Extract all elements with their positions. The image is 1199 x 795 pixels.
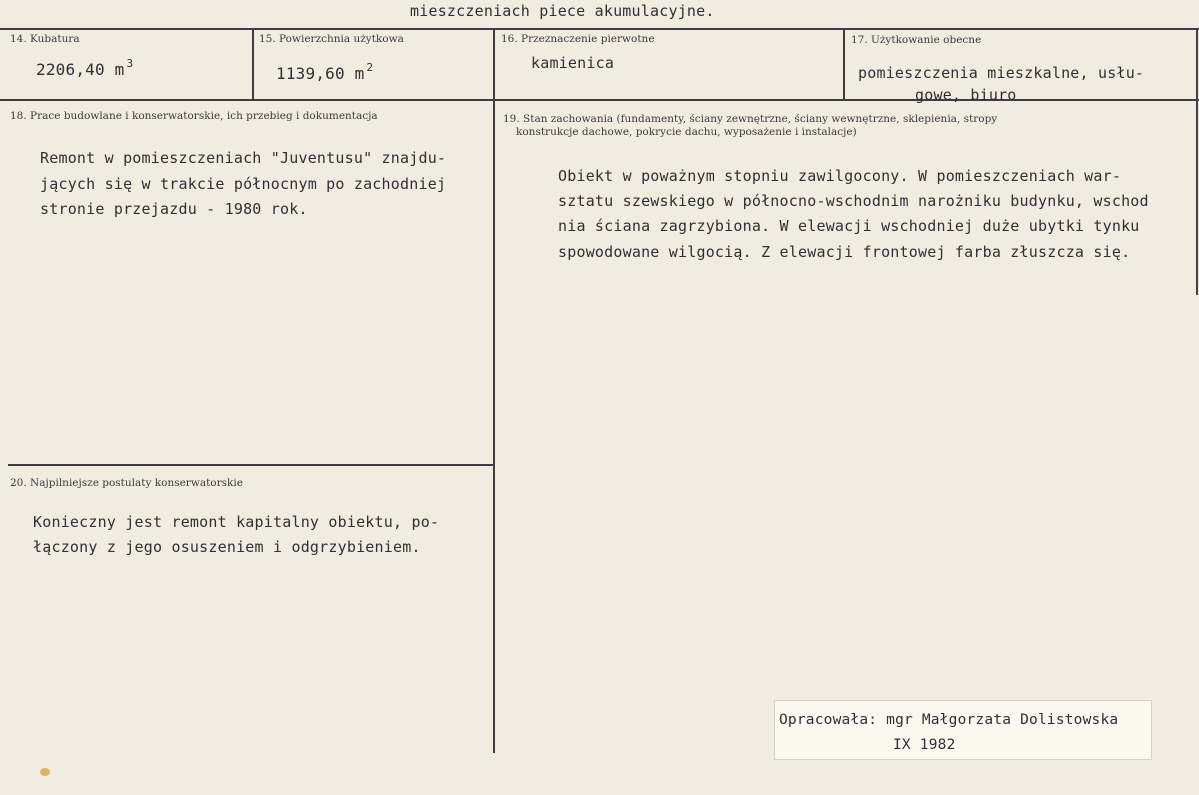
field-20-line-2: łączony z jego osuszeniem i odgrzybieniem. [33,538,421,556]
rule-top [0,28,1199,30]
rule-col-c [843,28,845,100]
field-18-line-2: jących się w trakcie północnym po zachodniej [40,175,447,193]
field-16-label: 16. Przeznaczenie pierwotne [501,33,655,45]
field-17-line-2: gowe, biuro [915,86,1017,104]
field-14-label: 14. Kubatura [10,33,80,45]
rule-col-a [252,28,254,100]
field-19-line-1: Obiekt w poważnym stopniu zawilgocony. W pomieszczeniach war- [558,167,1122,185]
field-15-value: 1139,60 m $^2$ [276,61,374,83]
field-17-label: 17. Użytkowanie obecne [851,34,982,46]
rule-field18-bottom [8,464,493,466]
field-20-label: 20. Najpilniejsze postulaty konserwatorskie [10,477,243,489]
field-19-label-line-1: 19. Stan zachowania (fundamenty, ściany zewnętrzne, ściany wewnętrzne, sklepienia, stropy [503,113,998,125]
paper-stain [40,768,50,776]
stamp-author: Opracowała: mgr Małgorzata Dolistowska [779,712,1119,728]
field-14-value: 2206,40 m $^3$ [36,57,134,79]
top-continuation-text: mieszczeniach piece akumulacyjne. [410,2,715,20]
field-17-line-1: pomieszczenia mieszkalne, usłu- [858,64,1145,82]
field-16-value: kamienica [531,54,615,72]
field-18-label: 18. Prace budowlane i konserwatorskie, ich przebieg i dokumentacja [10,110,378,122]
field-19-label-line-2: konstrukcje dachowe, pokrycie dachu, wyposażenie i instalacje) [516,126,857,138]
rule-col-b [493,28,495,753]
field-18-line-1: Remont w pomieszczeniach "Juventusu" znajdu- [40,149,447,167]
rule-right-edge [1196,28,1198,295]
field-19-line-4: spowodowane wilgocią. Z elewacji frontowej farba złuszcza się. [558,243,1131,261]
field-19-line-3: nia ściana zagrzybiona. W elewacji wschodniej duże ubytki tynku [558,217,1140,235]
stamp-date: IX 1982 [893,737,956,753]
field-18-line-3: stronie przejazdu - 1980 rok. [40,200,308,218]
author-stamp [774,700,1152,760]
rule-row1-bottom [0,99,1199,101]
field-15-label: 15. Powierzchnia użytkowa [259,33,404,45]
field-20-line-1: Konieczny jest remont kapitalny obiektu, po- [33,513,440,531]
field-19-line-2: sztatu szewskiego w północno-wschodnim narożniku budynku, wschod [558,192,1149,210]
